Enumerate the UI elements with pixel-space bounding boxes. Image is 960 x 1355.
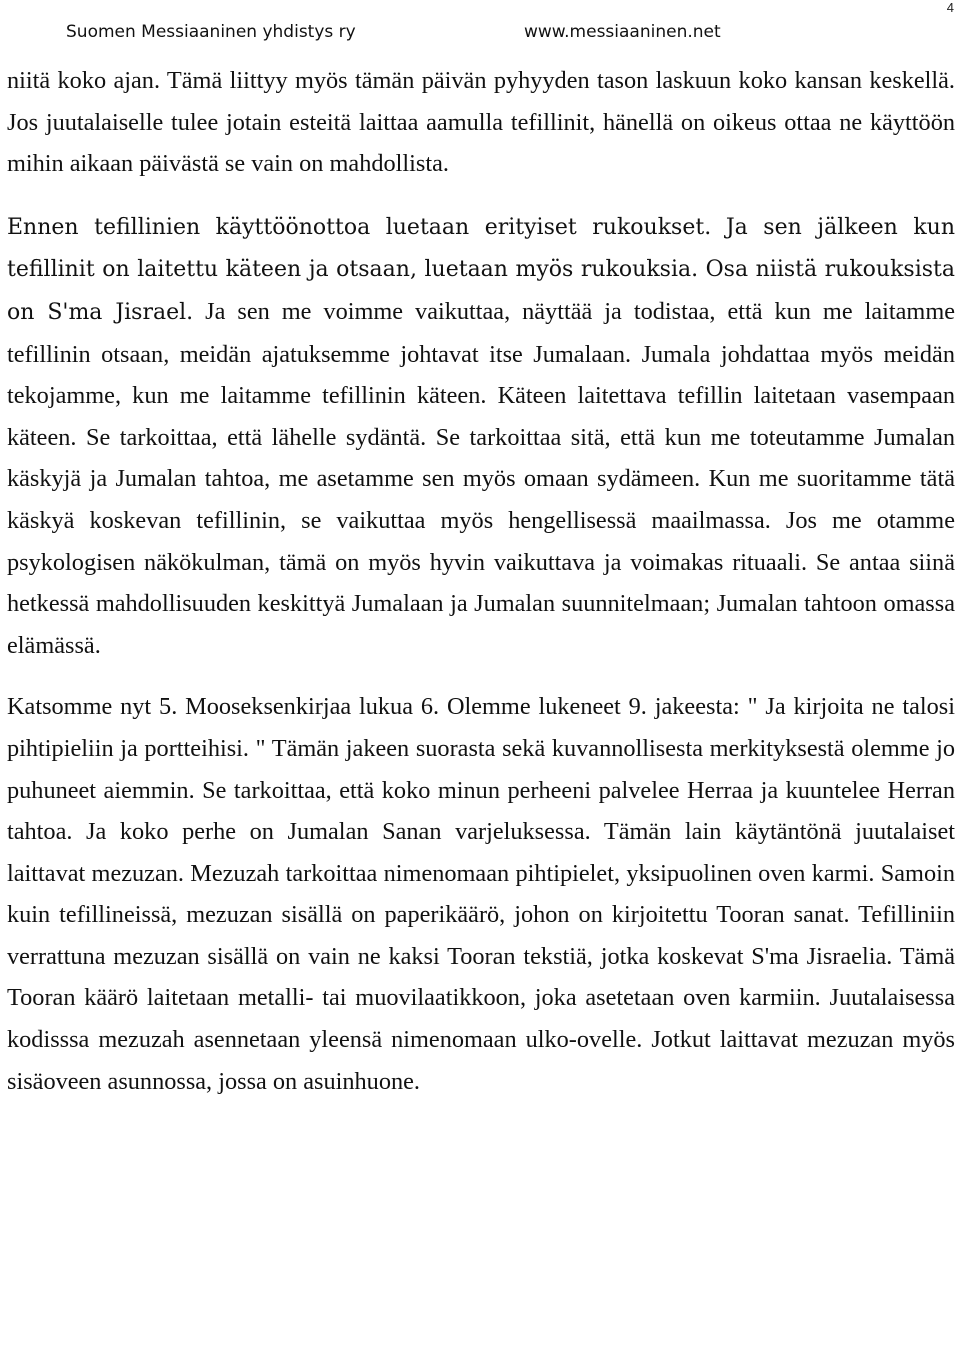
- paragraph-tefillin-prayers-lead: Ennen tefillinien käyttöönottoa luetaan erityiset rukoukset.: [7, 214, 712, 240]
- website-url: www.messiaaninen.net: [524, 22, 721, 42]
- paragraph-intro: niitä koko ajan. Tämä liittyy myös tämän päivän pyhyyden tason laskuun koko kansan keskellä. Jos juutalaiselle tulee jotain esteitä laittaa aamulla tefillinit, hänellä on oikeus ottaa ne käyttöön mihin aikaan päivästä se vain on mahdollista.: [7, 67, 955, 178]
- paragraph-tefillin-prayers: [7, 206, 955, 667]
- paragraph-tefillin-prayers-middle: Ja sen jälkeen kun tefillinit on laitettu käteen ja otsaan, luetaan myös rukouksia. Osa niistä rukouksista on S'ma Jisrael.: [7, 214, 956, 325]
- document-body: [7, 60, 955, 1102]
- paragraph-tefillin-meaning: Ja sen me voimme vaikuttaa, näyttää ja todistaa, että kun me laitamme tefillinin otsaan, meidän ajatuksemme johtavat itse Jumalaan. Jumala johdattaa myös meidän tekojamme, kun me laitamme tefillinin käteen. Käteen laitettava tefillin laitetaan vasempaan käteen. Se tarkoittaa, että lähelle sydäntä. Se tarkoittaa sitä, että kun me toteutamme Jumalan käskyjä ja Jumalan tahtoa, me asetamme sen myös omaan sydämeen. Kun me suoritamme tätä käskyä koskevan tefillinin, se vaikuttaa myös hengellisessä maailmassa. Jos me otamme psykologisen näkökulman, tämä on myös hyvin vaikuttava ja voimakas rituaali. Se antaa siinä hetkessä mahdollisuuden keskittyä Jumalaan ja Jumalan suunnitelmaan; Jumalan tahtoon omassa elämässä.: [7, 297, 956, 659]
- organization-name: Suomen Messiaaninen yhdistys ry: [66, 22, 356, 42]
- paragraph-mezuzah: Katsomme nyt 5. Mooseksenkirjaa lukua 6. Olemme lukeneet 9. jakeesta: " Ja kirjoita ne talosi pihtipieliin ja portteihisi. " Tämän jakeen suorasta sekä kuvannollisesta merkityksestä olemme jo puhuneet aiemmin. Se tarkoittaa, että koko minun perheeni palvelee Herraa ja kuuntelee Herran tahtoa. Ja koko perhe on Jumalan Sanan varjeluksessa. Tämän lain käytäntönä juutalaiset laittavat mezuzan. Mezuzah tarkoittaa nimenomaan pihtipielet, yksipuolinen oven karmi. Samoin kuin tefillineissä, mezuzan sisällä on paperikäärö, johon on kirjoitettu Tooran sanat. Tefilliniin verrattuna mezuzan sisällä on vain ne kaksi Tooran tekstiä, jotka koskevat S'ma Jisraelia. Tämä Tooran käärö laitetaan metalli- tai muovilaatikkoon, joka asetetaan oven karmiin. Juutalaisessa kodisssa mezuzah asennetaan yleensä nimenomaan ulko-ovelle. Jotkut laittavat mezuzan myös sisäoveen asunnossa, jossa on asuinhuone.: [7, 693, 955, 1095]
- page-header: [66, 22, 946, 48]
- page-number: 4: [946, 0, 954, 15]
